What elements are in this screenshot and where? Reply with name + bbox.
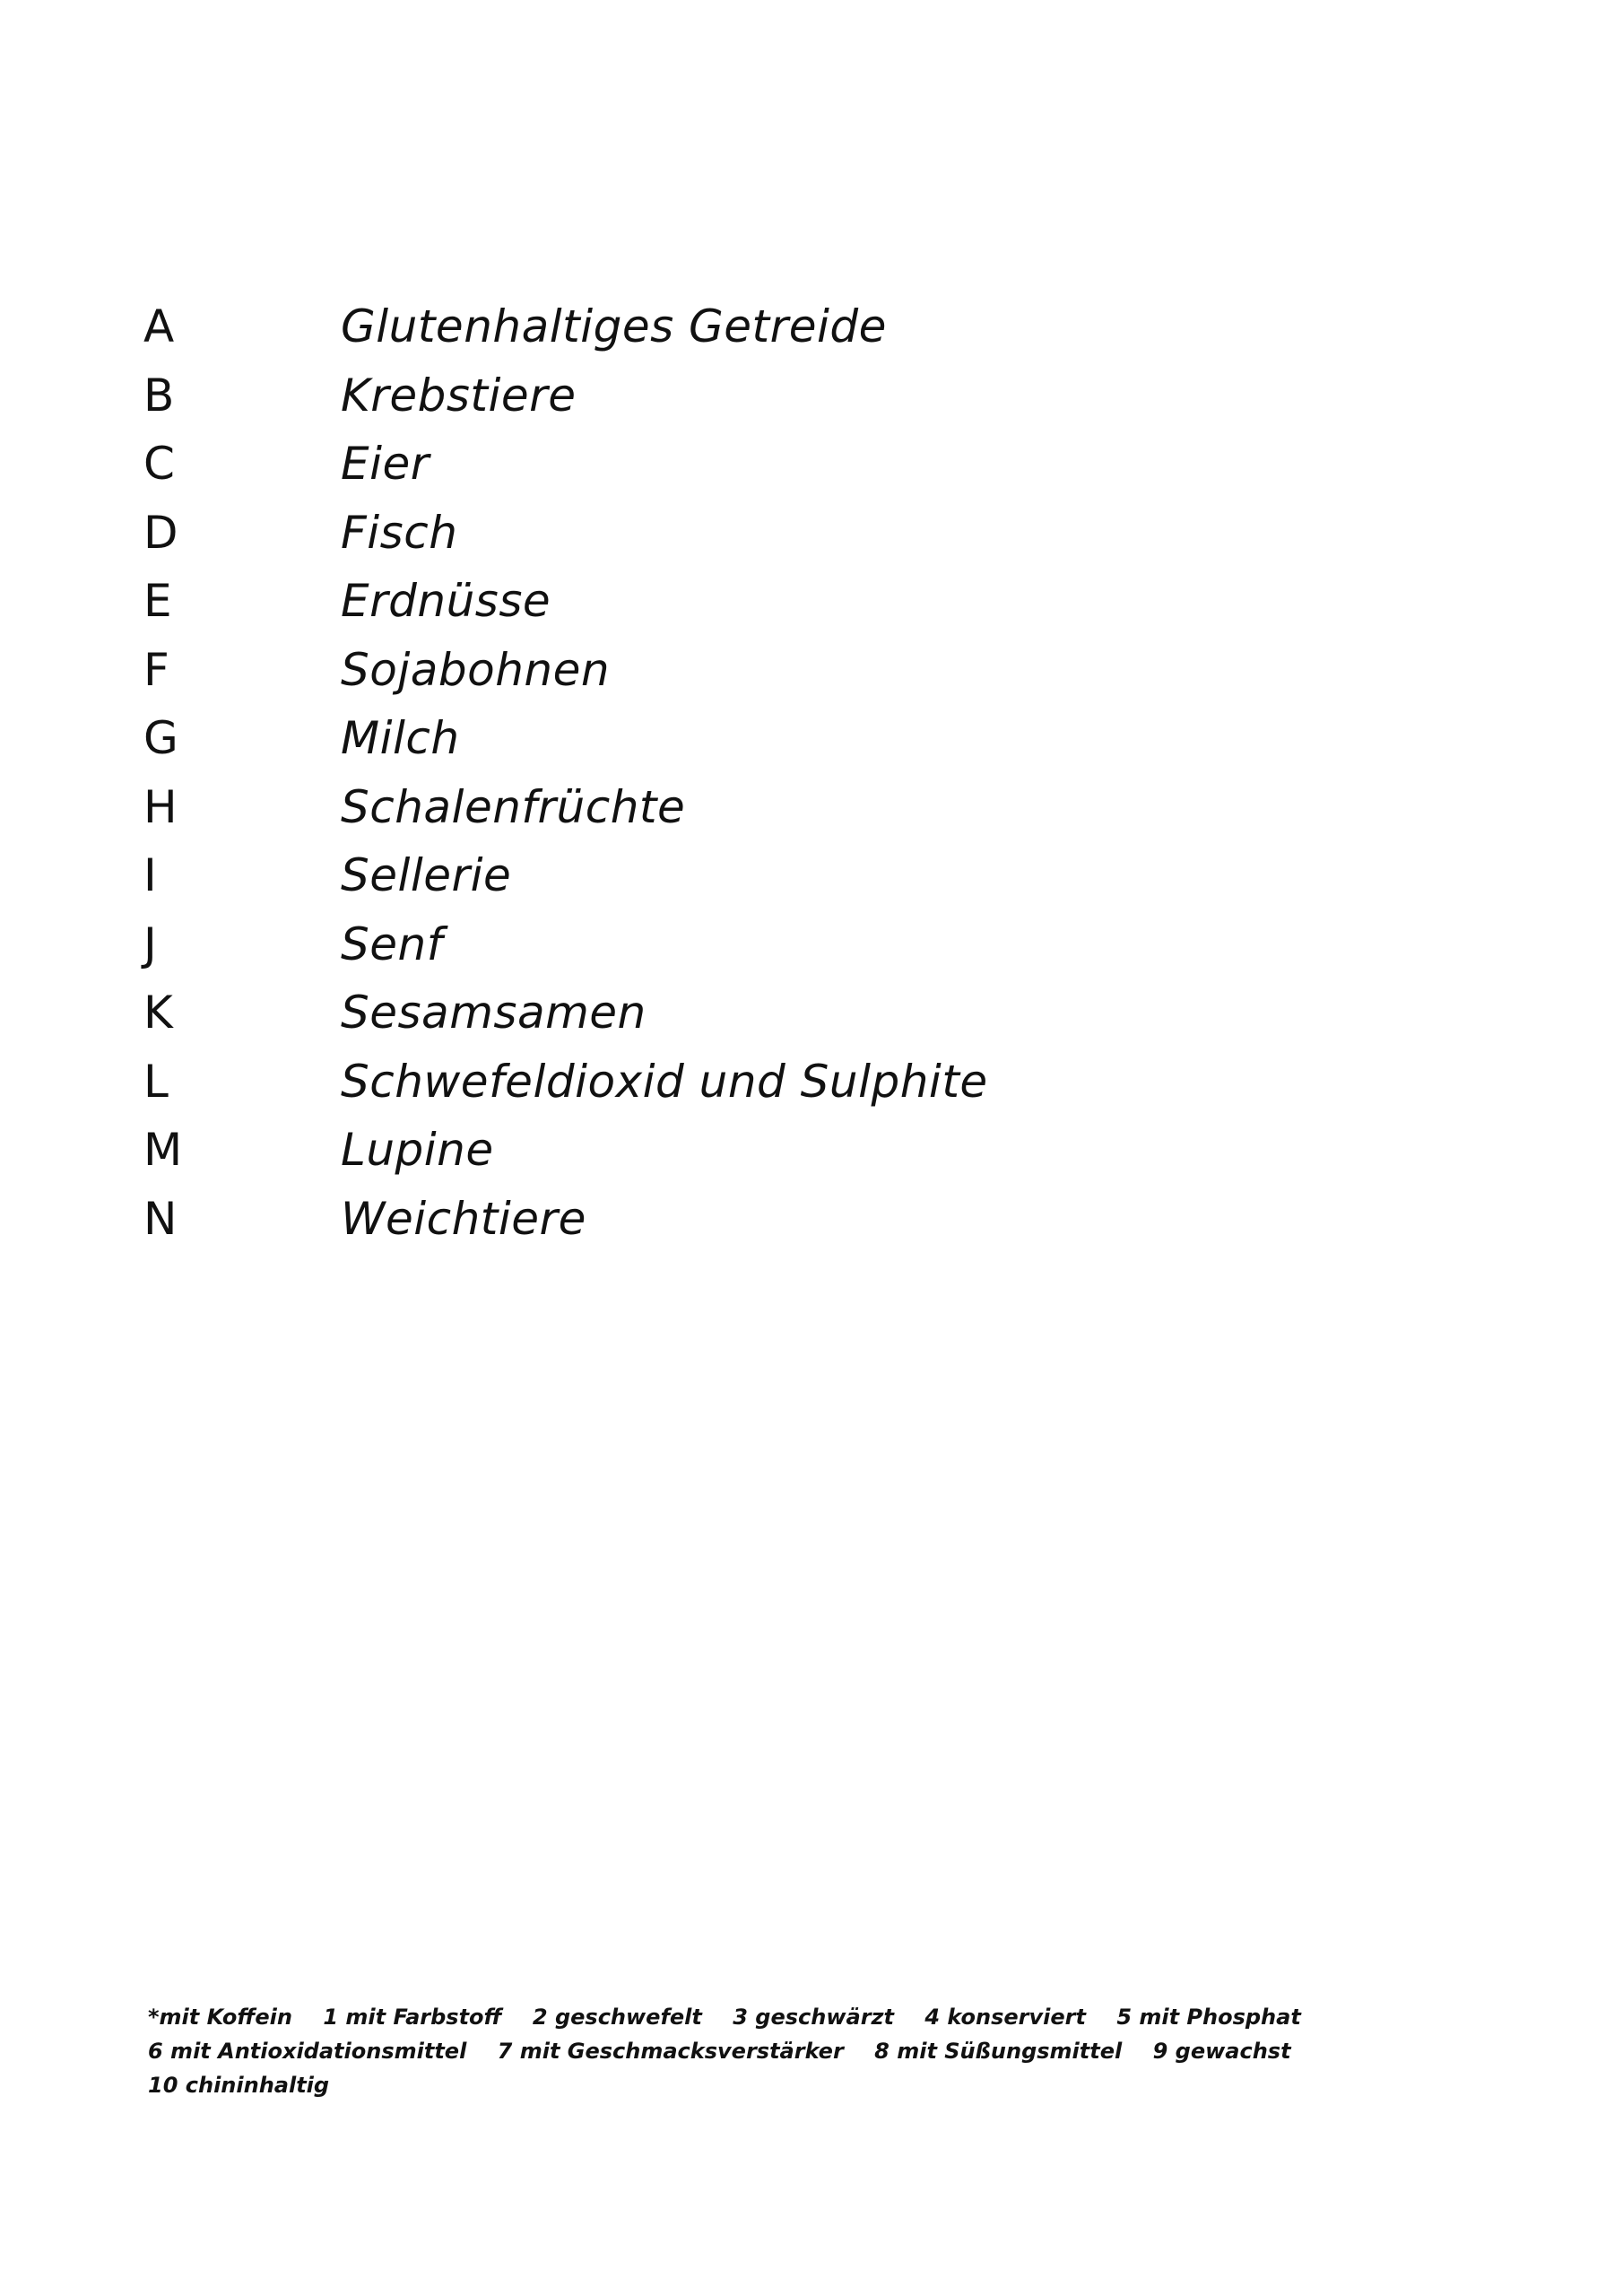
additive-footnotes <box>148 2000 1314 2102</box>
allergen-code: K <box>143 987 174 1039</box>
footnote-item: 10 chininhaltig <box>148 2073 330 2098</box>
allergen-name: Sellerie <box>341 849 512 901</box>
allergen-code: M <box>143 1124 183 1176</box>
footnote-item: 9 gewachst <box>1152 2039 1291 2064</box>
allergen-name: Milch <box>341 712 460 764</box>
allergen-code: L <box>143 1055 169 1108</box>
allergen-row <box>126 438 1202 507</box>
allergen-name: Schwefeldioxid und Sulphite <box>341 1055 988 1108</box>
allergen-code: A <box>143 300 175 352</box>
allergen-name: Erdnüsse <box>341 575 551 627</box>
allergen-name: Senf <box>341 918 443 970</box>
allergen-name: Sesamsamen <box>341 987 647 1039</box>
allergen-code: H <box>143 780 178 833</box>
allergen-row <box>126 781 1202 850</box>
allergen-row <box>126 507 1202 576</box>
allergen-code: I <box>143 849 158 901</box>
allergen-name: Fisch <box>341 506 458 559</box>
allergen-code: D <box>143 506 179 559</box>
footnote-line <box>148 2034 1314 2068</box>
allergen-name: Eier <box>341 438 430 490</box>
allergen-code: C <box>143 438 176 490</box>
footnote-item: *mit Koffein <box>148 2005 292 2030</box>
footnote-item: 1 mit Farbstoff <box>323 2005 502 2030</box>
footnote-item: 2 geschwefelt <box>532 2005 702 2030</box>
allergen-row <box>126 987 1202 1056</box>
allergen-row <box>126 849 1202 918</box>
allergen-name: Lupine <box>341 1124 494 1176</box>
footnote-item: 4 konserviert <box>924 2005 1086 2030</box>
allergen-row <box>126 712 1202 781</box>
allergen-row <box>126 575 1202 644</box>
allergen-name: Krebstiere <box>341 369 577 422</box>
allergen-name: Glutenhaltiges Getreide <box>341 300 887 352</box>
allergen-row <box>126 300 1202 370</box>
allergen-code: J <box>143 918 158 970</box>
footnote-item: 7 mit Geschmacksverstärker <box>497 2039 844 2064</box>
allergen-code: B <box>143 369 175 422</box>
footnote-line <box>148 2000 1314 2034</box>
footnote-item: 8 mit Süßungsmittel <box>874 2039 1123 2064</box>
allergen-row <box>126 370 1202 439</box>
allergen-row <box>126 644 1202 713</box>
allergen-row <box>126 1056 1202 1125</box>
allergen-row <box>126 1193 1202 1262</box>
allergen-code: N <box>143 1192 178 1245</box>
allergen-name: Sojabohnen <box>341 643 611 696</box>
allergen-list <box>126 300 1202 1261</box>
footnote-line <box>148 2068 1314 2102</box>
allergen-row <box>126 1124 1202 1193</box>
footnote-item: 3 geschwärzt <box>733 2005 894 2030</box>
allergen-code: F <box>143 643 170 696</box>
allergen-code: E <box>143 575 173 627</box>
footnote-item: 5 mit Phosphat <box>1116 2005 1301 2030</box>
footnote-item: 6 mit Antioxidationsmittel <box>148 2039 467 2064</box>
allergen-name: Schalenfrüchte <box>341 780 686 833</box>
allergen-name: Weichtiere <box>341 1192 586 1245</box>
allergen-row <box>126 918 1202 987</box>
allergen-code: G <box>143 712 179 764</box>
